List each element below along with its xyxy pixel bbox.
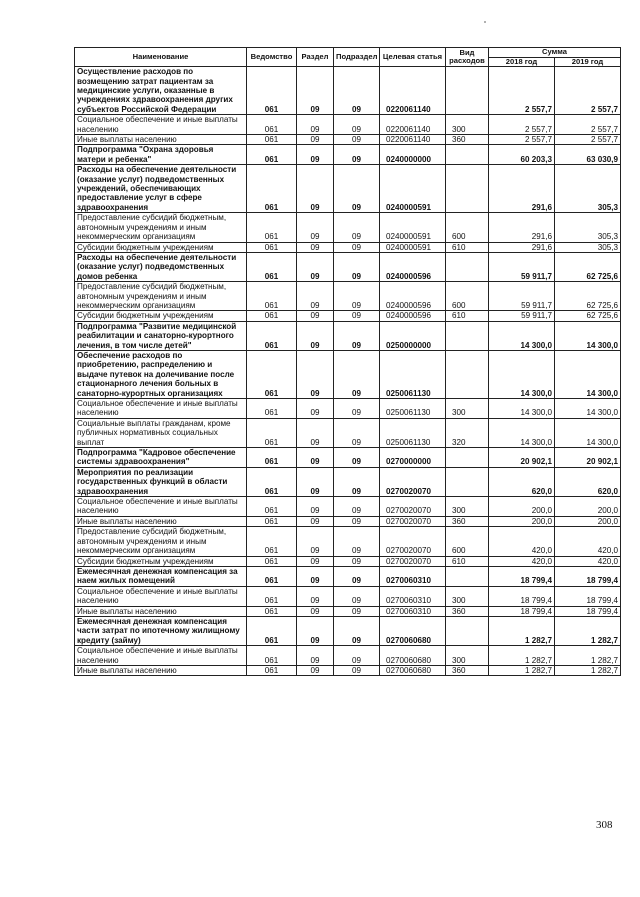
row-subsection: 09 bbox=[334, 556, 380, 566]
row-name: Иные выплаты населению bbox=[75, 665, 247, 675]
row-section: 09 bbox=[297, 311, 334, 321]
row-kind bbox=[446, 67, 489, 115]
row-target: 0270060310 bbox=[380, 586, 446, 606]
row-kind: 360 bbox=[446, 606, 489, 616]
row-sum-2018: 59 911,7 bbox=[489, 282, 555, 311]
row-subsection: 09 bbox=[334, 399, 380, 419]
budget-table bbox=[74, 47, 621, 676]
row-dept: 061 bbox=[247, 467, 297, 496]
row-dept: 061 bbox=[247, 135, 297, 145]
row-subsection: 09 bbox=[334, 467, 380, 496]
row-dept: 061 bbox=[247, 282, 297, 311]
table-row bbox=[75, 135, 621, 145]
row-target: 0250000000 bbox=[380, 321, 446, 350]
row-sum-2019: 62 725,6 bbox=[555, 252, 621, 281]
row-name: Социальное обеспечение и иные выплаты населению bbox=[75, 646, 247, 666]
row-target: 0270060680 bbox=[380, 616, 446, 645]
table-row bbox=[75, 586, 621, 606]
row-dept: 061 bbox=[247, 556, 297, 566]
row-subsection: 09 bbox=[334, 527, 380, 556]
row-sum-2019: 18 799,4 bbox=[555, 606, 621, 616]
row-section: 09 bbox=[297, 115, 334, 135]
row-sum-2018: 420,0 bbox=[489, 527, 555, 556]
row-kind: 360 bbox=[446, 665, 489, 675]
table-row bbox=[75, 606, 621, 616]
table-row bbox=[75, 646, 621, 666]
table-row bbox=[75, 527, 621, 556]
row-target: 0240000591 bbox=[380, 213, 446, 242]
table-row bbox=[75, 321, 621, 350]
row-kind bbox=[446, 616, 489, 645]
row-sum-2019: 14 300,0 bbox=[555, 418, 621, 447]
table-row bbox=[75, 665, 621, 675]
header-row bbox=[75, 48, 621, 58]
row-target: 0240000591 bbox=[380, 242, 446, 252]
row-dept: 061 bbox=[247, 606, 297, 616]
row-section: 09 bbox=[297, 67, 334, 115]
row-sum-2019: 62 725,6 bbox=[555, 311, 621, 321]
row-target: 0220061140 bbox=[380, 67, 446, 115]
row-sum-2018: 620,0 bbox=[489, 467, 555, 496]
row-subsection: 09 bbox=[334, 497, 380, 517]
row-kind: 300 bbox=[446, 497, 489, 517]
row-section: 09 bbox=[297, 566, 334, 586]
row-sum-2018: 1 282,7 bbox=[489, 646, 555, 666]
header-sum: Сумма bbox=[489, 48, 621, 58]
table-row bbox=[75, 467, 621, 496]
row-sum-2019: 1 282,7 bbox=[555, 665, 621, 675]
row-kind: 300 bbox=[446, 115, 489, 135]
row-name: Иные выплаты населению bbox=[75, 135, 247, 145]
row-kind bbox=[446, 321, 489, 350]
row-kind: 360 bbox=[446, 135, 489, 145]
row-target: 0250061130 bbox=[380, 418, 446, 447]
row-subsection: 09 bbox=[334, 586, 380, 606]
row-dept: 061 bbox=[247, 350, 297, 398]
row-kind bbox=[446, 252, 489, 281]
row-target: 0240000596 bbox=[380, 252, 446, 281]
row-kind bbox=[446, 467, 489, 496]
header-subsection: Подраздел bbox=[334, 48, 380, 67]
row-section: 09 bbox=[297, 135, 334, 145]
row-sum-2019: 1 282,7 bbox=[555, 646, 621, 666]
row-section: 09 bbox=[297, 467, 334, 496]
row-dept: 061 bbox=[247, 213, 297, 242]
row-sum-2019: 18 799,4 bbox=[555, 566, 621, 586]
row-target: 0270020070 bbox=[380, 497, 446, 517]
row-kind: 600 bbox=[446, 282, 489, 311]
row-name: Мероприятия по реализации государственных функций в области здравоохранения bbox=[75, 467, 247, 496]
row-kind: 300 bbox=[446, 399, 489, 419]
row-sum-2019: 420,0 bbox=[555, 556, 621, 566]
row-subsection: 09 bbox=[334, 566, 380, 586]
row-target: 0270060680 bbox=[380, 646, 446, 666]
header-name: Наименование bbox=[75, 48, 247, 67]
table-row bbox=[75, 115, 621, 135]
row-dept: 061 bbox=[247, 165, 297, 213]
row-dept: 061 bbox=[247, 448, 297, 468]
row-kind: 600 bbox=[446, 213, 489, 242]
table-row bbox=[75, 556, 621, 566]
row-sum-2019: 14 300,0 bbox=[555, 350, 621, 398]
row-sum-2018: 2 557,7 bbox=[489, 67, 555, 115]
row-target: 0270000000 bbox=[380, 448, 446, 468]
header-section: Раздел bbox=[297, 48, 334, 67]
row-dept: 061 bbox=[247, 527, 297, 556]
row-section: 09 bbox=[297, 497, 334, 517]
row-dept: 061 bbox=[247, 497, 297, 517]
row-subsection: 09 bbox=[334, 242, 380, 252]
row-section: 09 bbox=[297, 606, 334, 616]
header-target: Целевая статья bbox=[380, 48, 446, 67]
row-dept: 061 bbox=[247, 115, 297, 135]
row-sum-2018: 200,0 bbox=[489, 516, 555, 526]
row-dept: 061 bbox=[247, 67, 297, 115]
row-sum-2019: 14 300,0 bbox=[555, 321, 621, 350]
row-subsection: 09 bbox=[334, 321, 380, 350]
row-sum-2018: 59 911,7 bbox=[489, 252, 555, 281]
row-kind: 610 bbox=[446, 556, 489, 566]
row-sum-2019: 200,0 bbox=[555, 516, 621, 526]
row-sum-2018: 291,6 bbox=[489, 242, 555, 252]
row-kind: 360 bbox=[446, 516, 489, 526]
row-kind bbox=[446, 448, 489, 468]
row-dept: 061 bbox=[247, 252, 297, 281]
table-row bbox=[75, 616, 621, 645]
row-sum-2018: 291,6 bbox=[489, 213, 555, 242]
row-name: Предоставление субсидий бюджетным, автономным учреждениям и иным некоммерческим организациям bbox=[75, 213, 247, 242]
table-row bbox=[75, 165, 621, 213]
row-name: Подпрограмма "Кадровое обеспечение системы здравоохранения" bbox=[75, 448, 247, 468]
row-section: 09 bbox=[297, 586, 334, 606]
row-kind: 610 bbox=[446, 242, 489, 252]
row-section: 09 bbox=[297, 350, 334, 398]
row-name: Расходы на обеспечение деятельности (оказание услуг) подведомственных учреждений, обеспечивающих предоставление услуг в сфере здравоохранения bbox=[75, 165, 247, 213]
header-2018: 2018 год bbox=[489, 57, 555, 67]
row-section: 09 bbox=[297, 556, 334, 566]
row-section: 09 bbox=[297, 448, 334, 468]
row-target: 0220061140 bbox=[380, 115, 446, 135]
row-sum-2019: 14 300,0 bbox=[555, 399, 621, 419]
table-row bbox=[75, 67, 621, 115]
row-sum-2018: 20 902,1 bbox=[489, 448, 555, 468]
row-target: 0270060680 bbox=[380, 665, 446, 675]
row-sum-2019: 2 557,7 bbox=[555, 115, 621, 135]
row-sum-2019: 420,0 bbox=[555, 527, 621, 556]
row-name: Подпрограмма "Развитие медицинской реабилитации и санаторно-курортного лечения, в том числе детей" bbox=[75, 321, 247, 350]
row-subsection: 09 bbox=[334, 448, 380, 468]
table-row bbox=[75, 252, 621, 281]
row-sum-2018: 420,0 bbox=[489, 556, 555, 566]
table-row bbox=[75, 311, 621, 321]
row-dept: 061 bbox=[247, 586, 297, 606]
row-dept: 061 bbox=[247, 646, 297, 666]
row-sum-2018: 1 282,7 bbox=[489, 665, 555, 675]
row-section: 09 bbox=[297, 616, 334, 645]
table-row bbox=[75, 418, 621, 447]
row-sum-2018: 14 300,0 bbox=[489, 418, 555, 447]
row-kind: 320 bbox=[446, 418, 489, 447]
row-name: Иные выплаты населению bbox=[75, 516, 247, 526]
row-sum-2018: 18 799,4 bbox=[489, 606, 555, 616]
row-target: 0220061140 bbox=[380, 135, 446, 145]
row-subsection: 09 bbox=[334, 665, 380, 675]
row-name: Социальное обеспечение и иные выплаты населению bbox=[75, 497, 247, 517]
row-section: 09 bbox=[297, 516, 334, 526]
row-subsection: 09 bbox=[334, 115, 380, 135]
row-sum-2019: 305,3 bbox=[555, 165, 621, 213]
row-kind bbox=[446, 350, 489, 398]
row-target: 0240000596 bbox=[380, 282, 446, 311]
row-section: 09 bbox=[297, 165, 334, 213]
row-name: Подпрограмма "Охрана здоровья матери и ребенка" bbox=[75, 145, 247, 165]
row-subsection: 09 bbox=[334, 418, 380, 447]
row-name: Субсидии бюджетным учреждениям bbox=[75, 242, 247, 252]
row-target: 0270020070 bbox=[380, 556, 446, 566]
row-kind: 610 bbox=[446, 311, 489, 321]
row-sum-2018: 14 300,0 bbox=[489, 399, 555, 419]
row-target: 0250061130 bbox=[380, 350, 446, 398]
header-dept: Ведомство bbox=[247, 48, 297, 67]
row-section: 09 bbox=[297, 646, 334, 666]
row-name: Субсидии бюджетным учреждениям bbox=[75, 556, 247, 566]
page-number: 308 bbox=[596, 819, 613, 831]
row-kind bbox=[446, 145, 489, 165]
row-name: Социальные выплаты гражданам, кроме публичных нормативных социальных выплат bbox=[75, 418, 247, 447]
row-sum-2018: 60 203,3 bbox=[489, 145, 555, 165]
row-dept: 061 bbox=[247, 665, 297, 675]
row-name: Расходы на обеспечение деятельности (оказание услуг) подведомственных домов ребенка bbox=[75, 252, 247, 281]
row-name: Социальное обеспечение и иные выплаты населению bbox=[75, 399, 247, 419]
row-section: 09 bbox=[297, 418, 334, 447]
row-name: Предоставление субсидий бюджетным, автономным учреждениям и иным некоммерческим организациям bbox=[75, 527, 247, 556]
table-row bbox=[75, 497, 621, 517]
row-section: 09 bbox=[297, 399, 334, 419]
header-2019: 2019 год bbox=[555, 57, 621, 67]
row-sum-2018: 2 557,7 bbox=[489, 135, 555, 145]
row-kind: 300 bbox=[446, 586, 489, 606]
row-subsection: 09 bbox=[334, 311, 380, 321]
row-sum-2019: 1 282,7 bbox=[555, 616, 621, 645]
row-subsection: 09 bbox=[334, 135, 380, 145]
row-sum-2019: 620,0 bbox=[555, 467, 621, 496]
row-subsection: 09 bbox=[334, 213, 380, 242]
row-sum-2019: 200,0 bbox=[555, 497, 621, 517]
row-name: Осуществление расходов по возмещению затрат пациентам за медицинские услуги, оказанные в учреждениях здравоохранения других субъектов Российской Федерации bbox=[75, 67, 247, 115]
row-sum-2018: 59 911,7 bbox=[489, 311, 555, 321]
row-sum-2018: 1 282,7 bbox=[489, 616, 555, 645]
row-subsection: 09 bbox=[334, 606, 380, 616]
row-dept: 061 bbox=[247, 516, 297, 526]
row-sum-2019: 63 030,9 bbox=[555, 145, 621, 165]
row-name: Ежемесячная денежная компенсация части затрат по ипотечному жилищному кредиту (займу) bbox=[75, 616, 247, 645]
row-dept: 061 bbox=[247, 418, 297, 447]
row-sum-2018: 2 557,7 bbox=[489, 115, 555, 135]
table-row bbox=[75, 566, 621, 586]
row-target: 0240000596 bbox=[380, 311, 446, 321]
row-kind bbox=[446, 165, 489, 213]
row-dept: 061 bbox=[247, 321, 297, 350]
row-subsection: 09 bbox=[334, 67, 380, 115]
row-kind bbox=[446, 566, 489, 586]
row-section: 09 bbox=[297, 665, 334, 675]
row-section: 09 bbox=[297, 282, 334, 311]
row-kind: 300 bbox=[446, 646, 489, 666]
row-section: 09 bbox=[297, 213, 334, 242]
row-target: 0270060310 bbox=[380, 566, 446, 586]
row-target: 0270020070 bbox=[380, 467, 446, 496]
row-dept: 061 bbox=[247, 616, 297, 645]
row-sum-2018: 18 799,4 bbox=[489, 586, 555, 606]
row-subsection: 09 bbox=[334, 282, 380, 311]
row-name: Обеспечение расходов по приобретению, распределению и выдаче путевок на долечивание после стационарного лечения больных в санаторно-курортных организациях bbox=[75, 350, 247, 398]
row-target: 0240000000 bbox=[380, 145, 446, 165]
row-subsection: 09 bbox=[334, 516, 380, 526]
row-target: 0270060310 bbox=[380, 606, 446, 616]
table-row bbox=[75, 399, 621, 419]
row-sum-2019: 62 725,6 bbox=[555, 282, 621, 311]
row-section: 09 bbox=[297, 145, 334, 165]
row-section: 09 bbox=[297, 527, 334, 556]
row-subsection: 09 bbox=[334, 252, 380, 281]
row-dept: 061 bbox=[247, 311, 297, 321]
row-sum-2018: 14 300,0 bbox=[489, 321, 555, 350]
row-section: 09 bbox=[297, 242, 334, 252]
row-sum-2018: 14 300,0 bbox=[489, 350, 555, 398]
row-sum-2018: 18 799,4 bbox=[489, 566, 555, 586]
row-sum-2019: 2 557,7 bbox=[555, 135, 621, 145]
row-target: 0250061130 bbox=[380, 399, 446, 419]
row-subsection: 09 bbox=[334, 616, 380, 645]
table-row bbox=[75, 282, 621, 311]
row-sum-2019: 305,3 bbox=[555, 213, 621, 242]
row-subsection: 09 bbox=[334, 350, 380, 398]
row-section: 09 bbox=[297, 321, 334, 350]
row-dept: 061 bbox=[247, 399, 297, 419]
table-row bbox=[75, 213, 621, 242]
table-row bbox=[75, 448, 621, 468]
row-name: Предоставление субсидий бюджетным, автономным учреждениям и иным некоммерческим организациям bbox=[75, 282, 247, 311]
row-subsection: 09 bbox=[334, 165, 380, 213]
row-name: Социальное обеспечение и иные выплаты населению bbox=[75, 586, 247, 606]
row-section: 09 bbox=[297, 252, 334, 281]
scan-speck bbox=[484, 21, 486, 23]
row-sum-2019: 18 799,4 bbox=[555, 586, 621, 606]
table-row bbox=[75, 516, 621, 526]
table-row bbox=[75, 350, 621, 398]
row-target: 0270020070 bbox=[380, 516, 446, 526]
row-sum-2018: 200,0 bbox=[489, 497, 555, 517]
header-kind: Вид расходов bbox=[446, 48, 489, 67]
row-sum-2019: 20 902,1 bbox=[555, 448, 621, 468]
table-row bbox=[75, 145, 621, 165]
table-row bbox=[75, 242, 621, 252]
row-name: Субсидии бюджетным учреждениям bbox=[75, 311, 247, 321]
row-dept: 061 bbox=[247, 566, 297, 586]
row-sum-2019: 305,3 bbox=[555, 242, 621, 252]
row-name: Ежемесячная денежная компенсация за наем жилых помещений bbox=[75, 566, 247, 586]
row-target: 0240000591 bbox=[380, 165, 446, 213]
row-name: Иные выплаты населению bbox=[75, 606, 247, 616]
row-name: Социальное обеспечение и иные выплаты населению bbox=[75, 115, 247, 135]
row-kind: 600 bbox=[446, 527, 489, 556]
row-subsection: 09 bbox=[334, 145, 380, 165]
row-dept: 061 bbox=[247, 242, 297, 252]
row-target: 0270020070 bbox=[380, 527, 446, 556]
row-sum-2018: 291,6 bbox=[489, 165, 555, 213]
row-dept: 061 bbox=[247, 145, 297, 165]
row-subsection: 09 bbox=[334, 646, 380, 666]
row-sum-2019: 2 557,7 bbox=[555, 67, 621, 115]
